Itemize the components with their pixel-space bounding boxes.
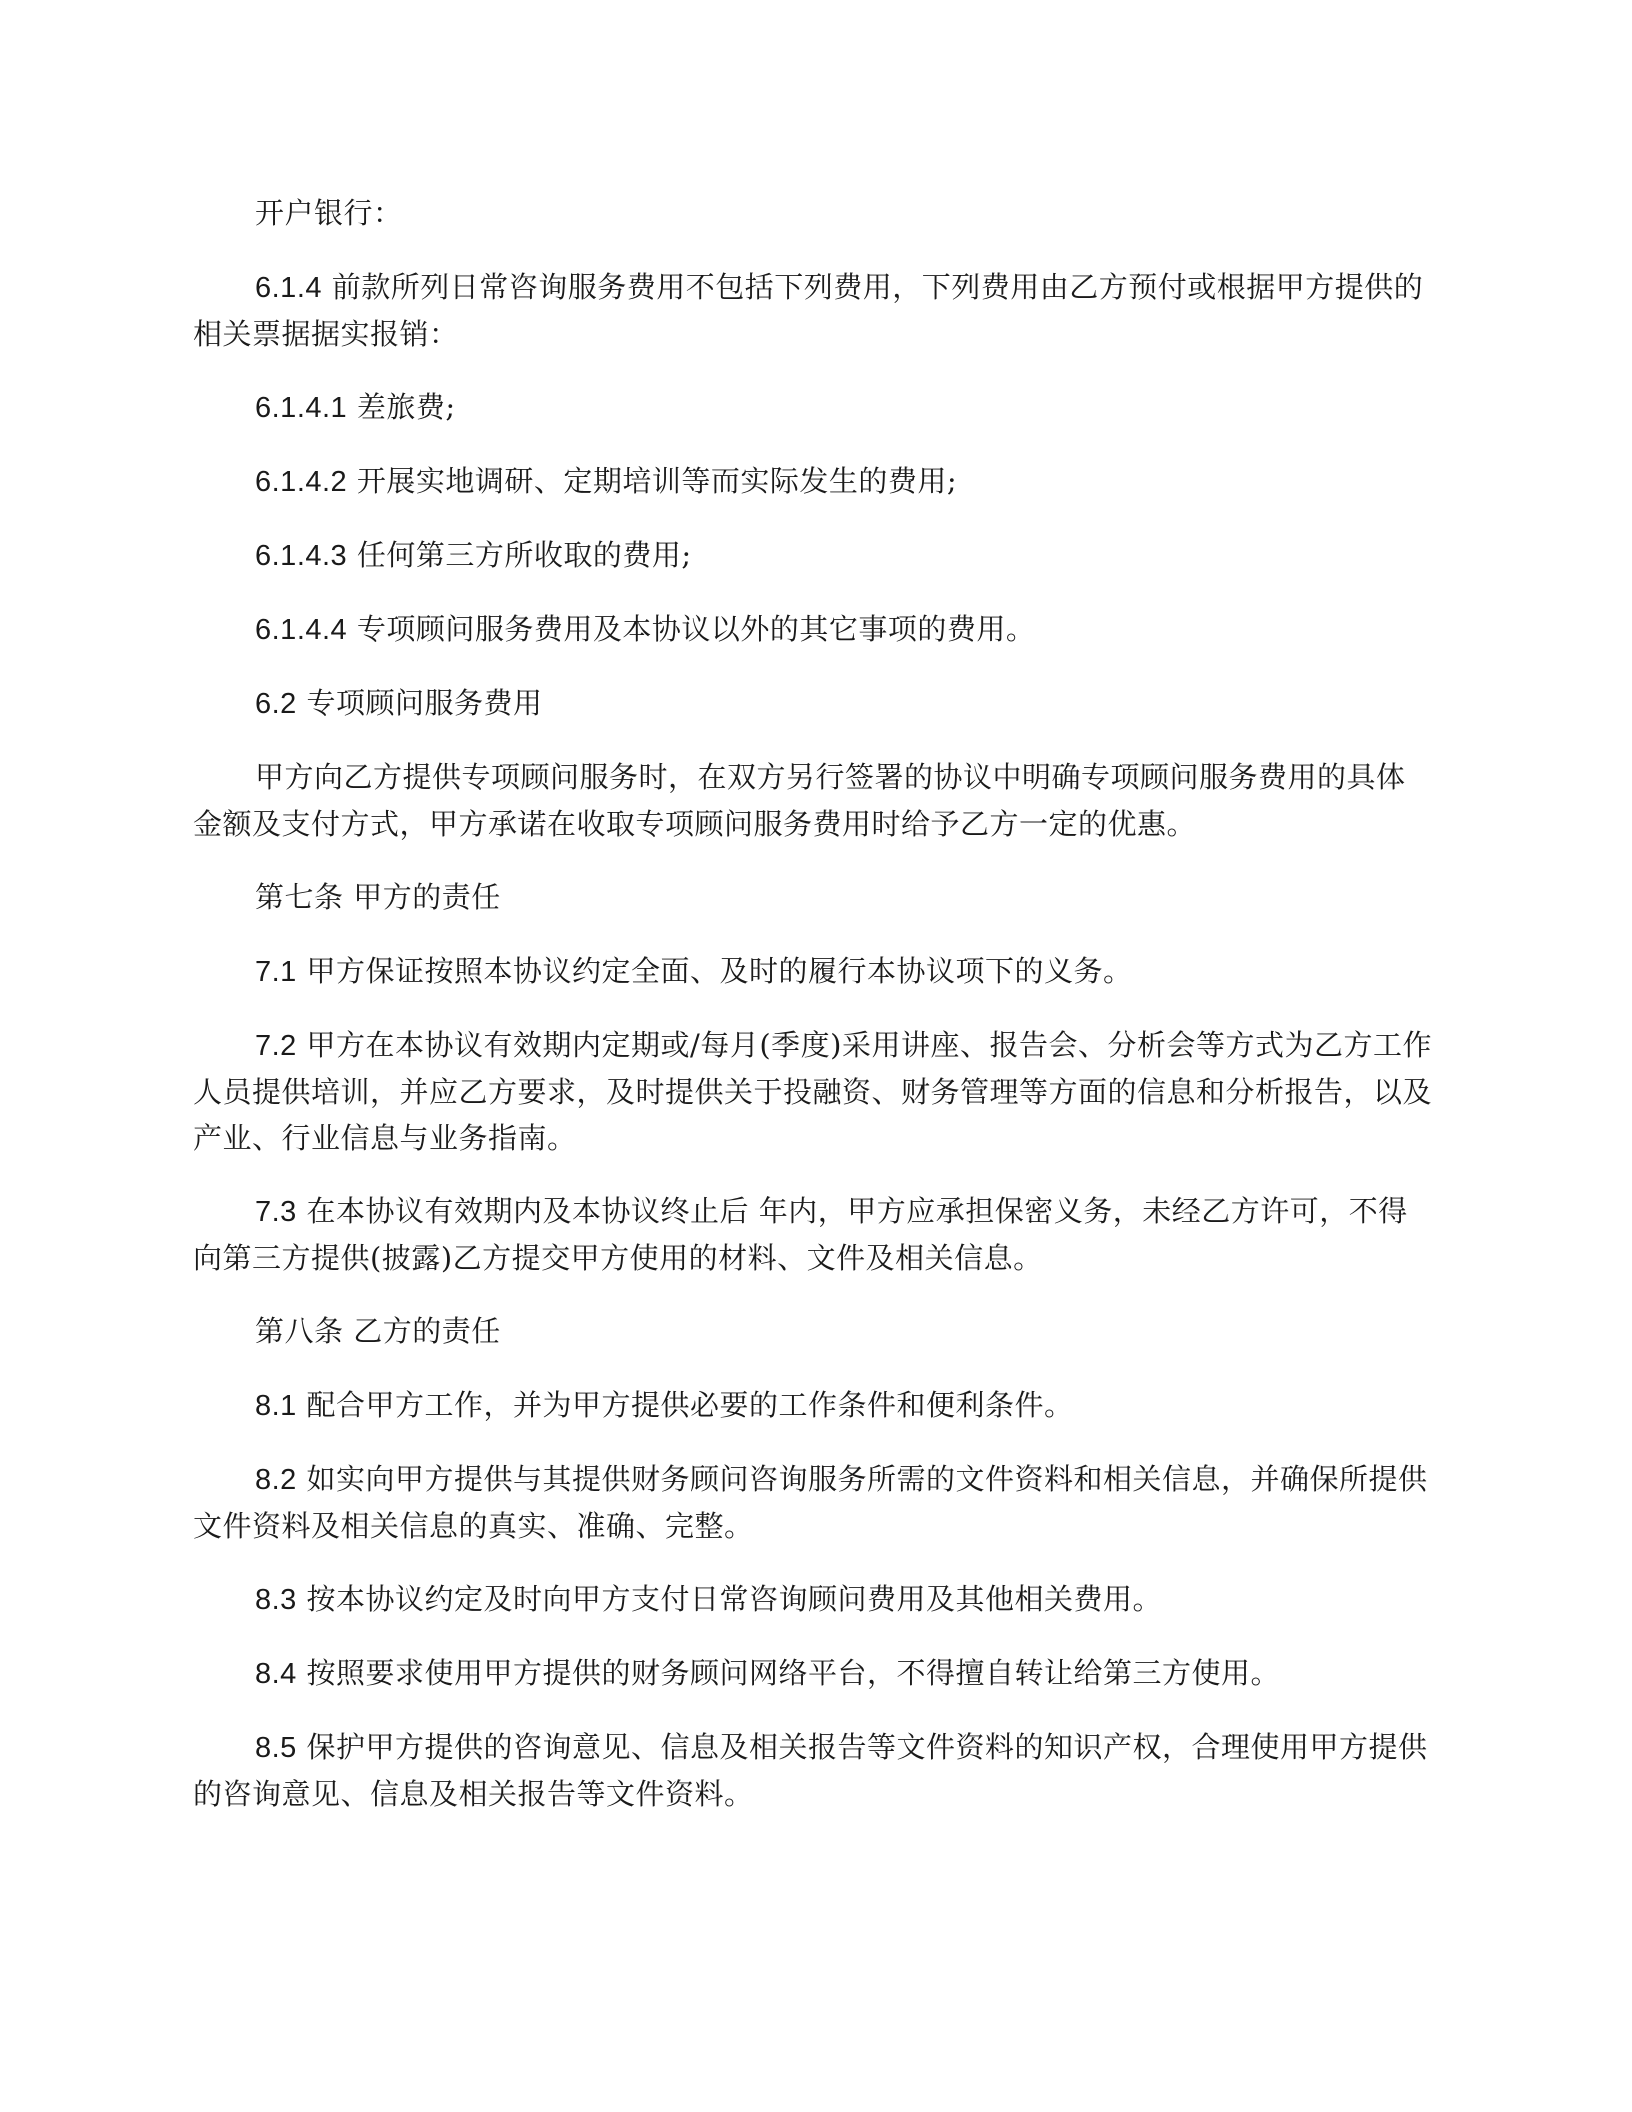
paragraph-8-5	[193, 1724, 1433, 1817]
paragraph-text: 甲方在本协议有效期内定期或/每月(季度)采用讲座、报告会、分析会等方式为乙方工作人员提供培训，并应乙方要求，及时提供关于投融资、财务管理等方面的信息和分析报告，以及产业、行业信息与业务指南。	[193, 1028, 1433, 1155]
paragraph-text: 任何第三方所收取的费用;	[347, 538, 692, 572]
clause-number: 7.1	[255, 956, 297, 988]
paragraph-6-1-4-2	[193, 458, 1433, 505]
clause-number: 7.3	[255, 1196, 297, 1228]
paragraph-8-1	[193, 1382, 1433, 1429]
heading-article-7	[193, 874, 1433, 921]
clause-number: 6.1.4.4	[255, 614, 348, 646]
paragraph-6-2-body	[193, 754, 1433, 847]
paragraph-6-1-4-1	[193, 384, 1433, 431]
heading-article-8	[193, 1308, 1433, 1355]
paragraph-7-2	[193, 1022, 1433, 1161]
paragraph-8-2	[193, 1456, 1433, 1549]
paragraph-text: 第八条 乙方的责任	[255, 1314, 501, 1348]
paragraph-text: 在本协议有效期内及本协议终止后 年内，甲方应承担保密义务，未经乙方许可，不得向第三方提供(披露)乙方提交甲方使用的材料、文件及相关信息。	[193, 1194, 1408, 1275]
paragraph-6-2	[193, 680, 1433, 727]
paragraph-text: 开展实地调研、定期培训等而实际发生的费用;	[347, 464, 958, 498]
paragraph-7-3	[193, 1188, 1433, 1281]
clause-number: 6.1.4	[255, 272, 322, 304]
clause-number: 6.2	[255, 688, 297, 720]
paragraph-6-1-4-4	[193, 606, 1433, 653]
clause-number: 8.5	[255, 1732, 297, 1764]
paragraph-6-1-4-3	[193, 532, 1433, 579]
paragraph-6-1-4	[193, 264, 1433, 357]
paragraph-8-4	[193, 1650, 1433, 1697]
paragraph-text: 第七条 甲方的责任	[255, 880, 501, 914]
paragraph-text: 差旅费;	[347, 390, 456, 424]
paragraph-text: 专项顾问服务费用	[296, 686, 543, 720]
clause-number: 6.1.4.2	[255, 466, 348, 498]
paragraph-7-1	[193, 948, 1433, 995]
paragraph-text: 甲方保证按照本协议约定全面、及时的履行本协议项下的义务。	[296, 954, 1133, 988]
paragraph-text: 开户银行：	[255, 196, 403, 230]
clause-number: 8.1	[255, 1390, 297, 1422]
paragraph-text: 如实向甲方提供与其提供财务顾问咨询服务所需的文件资料和相关信息，并确保所提供文件资料及相关信息的真实、准确、完整。	[193, 1462, 1428, 1543]
paragraph-text: 甲方向乙方提供专项顾问服务时，在双方另行签署的协议中明确专项顾问服务费用的具体金额及支付方式，甲方承诺在收取专项顾问服务费用时给予乙方一定的优惠。	[193, 760, 1406, 841]
clause-number: 7.2	[255, 1030, 297, 1062]
paragraph-8-3	[193, 1576, 1433, 1623]
paragraph-text: 配合甲方工作，并为甲方提供必要的工作条件和便利条件。	[296, 1388, 1074, 1422]
paragraph-bank	[193, 190, 1433, 237]
clause-number: 8.2	[255, 1464, 297, 1496]
clause-number: 6.1.4.3	[255, 540, 348, 572]
paragraph-text: 前款所列日常咨询服务费用不包括下列费用，下列费用由乙方预付或根据甲方提供的相关票据据实报销：	[193, 270, 1424, 351]
document-body	[193, 190, 1433, 1844]
paragraph-text: 按照要求使用甲方提供的财务顾问网络平台，不得擅自转让给第三方使用。	[296, 1656, 1281, 1690]
paragraph-text: 专项顾问服务费用及本协议以外的其它事项的费用。	[347, 612, 1036, 646]
clause-number: 8.4	[255, 1658, 297, 1690]
paragraph-text: 按本协议约定及时向甲方支付日常咨询顾问费用及其他相关费用。	[296, 1582, 1163, 1616]
paragraph-text: 保护甲方提供的咨询意见、信息及相关报告等文件资料的知识产权，合理使用甲方提供的咨询意见、信息及相关报告等文件资料。	[193, 1730, 1428, 1811]
clause-number: 8.3	[255, 1584, 297, 1616]
clause-number: 6.1.4.1	[255, 392, 348, 424]
